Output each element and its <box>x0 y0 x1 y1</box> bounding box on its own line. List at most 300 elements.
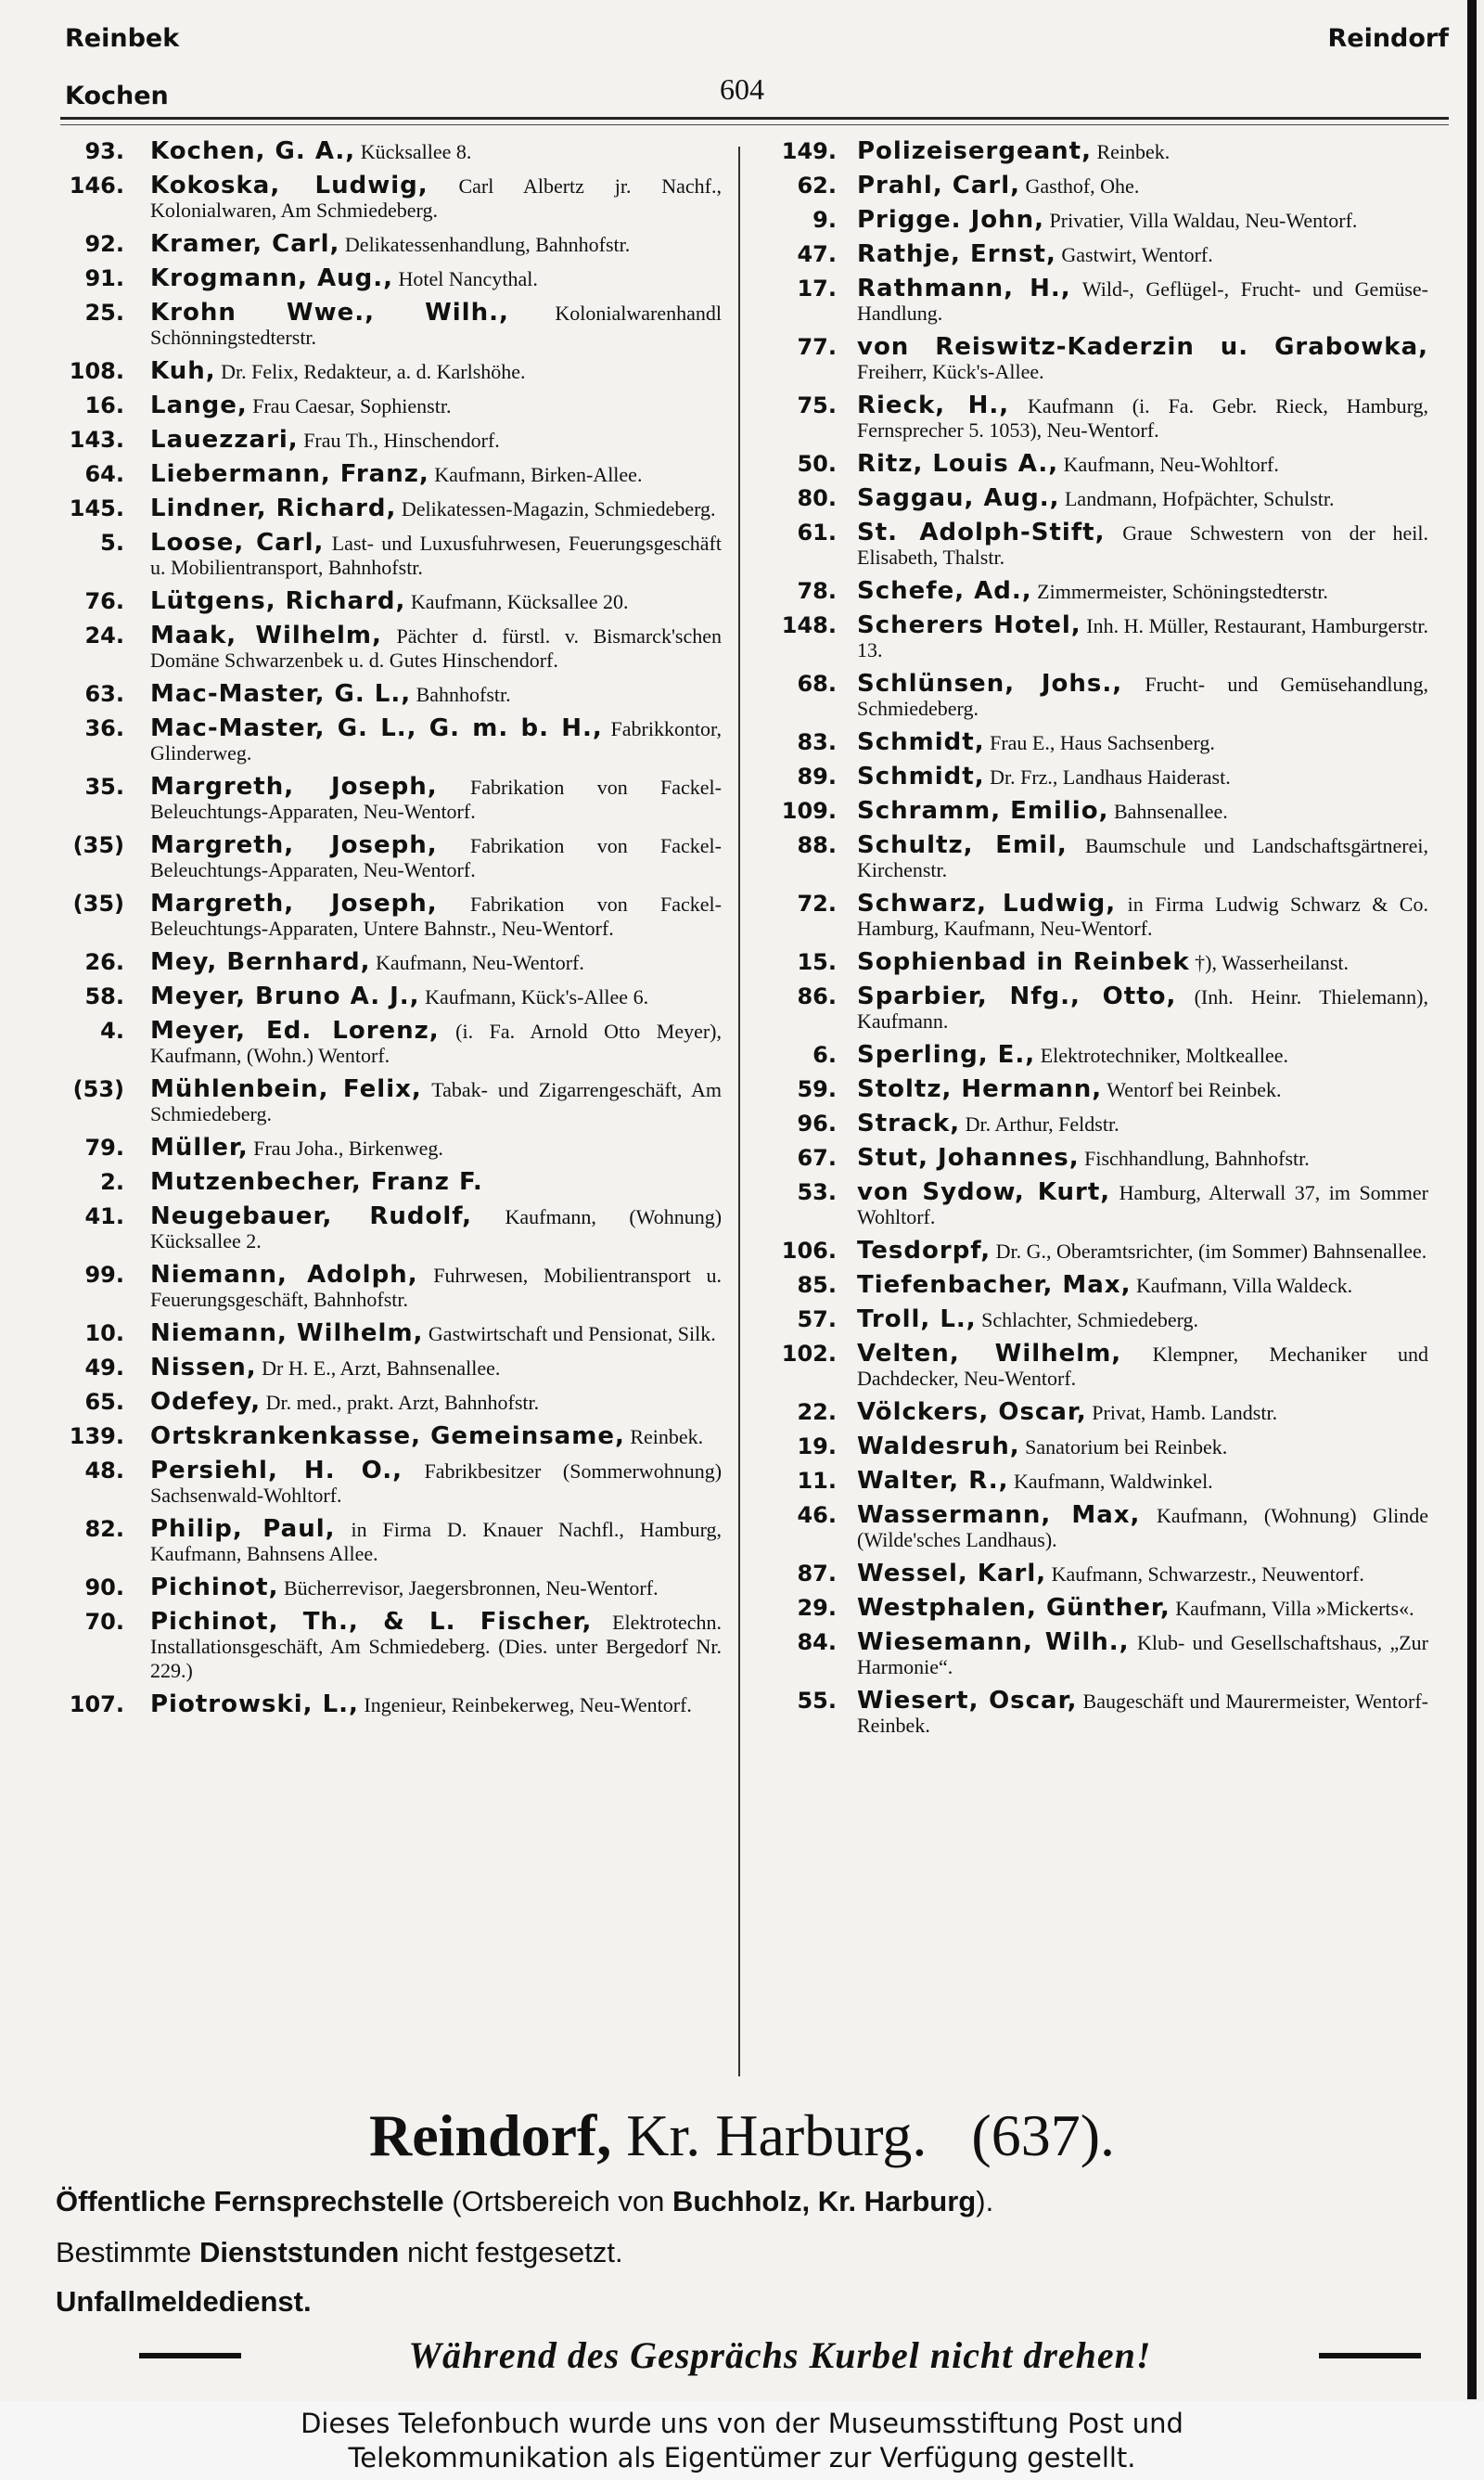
entry-text <box>857 730 1428 755</box>
directory-entry <box>765 579 1428 604</box>
entry-description: Delikatessenhandlung, Bahnhofstr. <box>344 233 631 256</box>
entry-description: (i. Fa. Arnold Otto Meyer), Kaufmann, (Wohn.) Wentorf. <box>150 1020 722 1067</box>
entry-text <box>857 672 1428 721</box>
entry-number: 89. <box>797 764 837 790</box>
entry-name: Nissen, <box>150 1354 257 1381</box>
entry-number: 36. <box>84 715 124 741</box>
left-column <box>56 139 722 1727</box>
entry-name: Wiesert, Oscar, <box>857 1687 1078 1715</box>
directory-entry <box>56 1424 722 1449</box>
directory-entry <box>765 208 1428 233</box>
entry-text <box>857 452 1428 477</box>
entry-text <box>150 1170 722 1195</box>
entry-name: Schefe, Ad., <box>857 577 1032 605</box>
entry-description: Landmann, Hofpächter, Schulstr. <box>1064 487 1335 510</box>
entry-name: Margreth, Joseph, <box>150 773 438 801</box>
entry-description: Baugeschäft und Maurermeister, Wentorf-Reinbek. <box>857 1690 1429 1737</box>
entry-name: Mac-Master, G. L., <box>150 680 412 708</box>
entry-text <box>857 1630 1428 1679</box>
directory-entry <box>56 1019 722 1068</box>
entry-name: Niemann, Adolph, <box>150 1261 418 1289</box>
directory-entry <box>56 589 722 614</box>
entry-description: Reinbek. <box>630 1425 704 1448</box>
entry-description: Schlachter, Schmiedeberg. <box>981 1308 1199 1331</box>
entry-name: St. Adolph-Stift, <box>857 519 1106 546</box>
entry-number: 88. <box>797 832 837 858</box>
entry-name: Kokoska, Ludwig, <box>150 172 429 199</box>
entry-description: Delikatessen-Magazin, Schmiedeberg. <box>401 497 716 520</box>
entry-name: Velten, Wilhelm, <box>857 1340 1122 1368</box>
directory-entry <box>56 266 722 291</box>
directory-entry <box>56 833 722 882</box>
directory-entry <box>56 359 722 384</box>
entry-description: Kaufmann, Schwarzestr., Neuwentorf. <box>1051 1562 1364 1586</box>
entry-number: 15. <box>797 949 837 975</box>
entry-text <box>857 833 1428 882</box>
service-hours-line <box>56 2236 623 2269</box>
header-next-place: Reindorf <box>1327 24 1449 53</box>
slogan-text: Während des Gesprächs Kurbel nicht drehen! <box>408 2334 1152 2376</box>
directory-entry <box>765 1146 1428 1171</box>
entry-text <box>150 301 722 350</box>
entry-description: Privatier, Villa Waldau, Neu-Wentorf. <box>1049 209 1358 232</box>
entry-description: Fischhandlung, Bahnhofstr. <box>1084 1147 1310 1170</box>
directory-entry <box>765 892 1428 941</box>
entry-description: Dr. med., prakt. Arzt, Bahnhofstr. <box>265 1391 540 1414</box>
entry-description: Klub- und Gesellschaftshaus, „Zur Harmonie“. <box>857 1631 1429 1678</box>
entry-number: 57. <box>797 1306 837 1332</box>
entry-number: 41. <box>84 1203 124 1229</box>
directory-entry <box>765 1630 1428 1679</box>
entry-text <box>150 1019 722 1068</box>
entry-description: Kaufmann, Villa Waldeck. <box>1135 1274 1353 1297</box>
entry-name: Philip, Paul, <box>150 1515 336 1543</box>
entry-name: Völckers, Oscar, <box>857 1398 1087 1426</box>
directory-entry <box>765 833 1428 882</box>
entry-name: Margreth, Joseph, <box>150 831 438 859</box>
entry-name: Wessel, Karl, <box>857 1560 1047 1587</box>
entry-description: Wild-, Geflügel-, Frucht- und Gemüse-Handlung. <box>857 277 1428 325</box>
page-number: 604 <box>720 72 764 106</box>
entry-text <box>857 1112 1428 1137</box>
entry-description: Baumschule und Landschaftsgärtnerei, Kirchenstr. <box>857 834 1428 881</box>
entry-name: Piotrowski, L., <box>150 1690 359 1718</box>
entry-number: 93. <box>84 138 124 164</box>
entry-description: Bücherrevisor, Jaegersbronnen, Neu-Wentorf. <box>283 1576 659 1600</box>
entry-text <box>857 1469 1428 1494</box>
column-divider <box>738 147 740 2076</box>
entry-number: 143. <box>69 427 124 453</box>
entry-text <box>857 579 1428 604</box>
directory-entry <box>765 1469 1428 1494</box>
entry-description: in Firma Ludwig Schwarz & Co. Hamburg, Kaufmann, Neu-Wentorf. <box>857 893 1428 940</box>
entry-name: Lauezzari, <box>150 426 299 454</box>
entry-description: Frau Joha., Birkenweg. <box>253 1137 443 1160</box>
entry-text <box>857 1596 1428 1621</box>
entry-description: Hotel Nancythal. <box>398 267 538 290</box>
directory-entry <box>765 1077 1428 1102</box>
directory-entry <box>56 1390 722 1415</box>
ownership-banner <box>0 2401 1484 2480</box>
entry-description: Wentorf bei Reinbek. <box>1107 1078 1282 1101</box>
entry-name: Rathje, Ernst, <box>857 240 1056 268</box>
entry-description: Elektrotechniker, Moltkeallee. <box>1040 1044 1288 1067</box>
entry-number: 6. <box>812 1042 837 1068</box>
entry-number: 145. <box>69 495 124 521</box>
entry-number: 68. <box>797 671 837 697</box>
entry-name: Niemann, Wilhelm, <box>150 1319 424 1347</box>
entry-text <box>150 1692 722 1717</box>
entry-name: Wassermann, Max, <box>857 1501 1141 1529</box>
entry-number: 139. <box>69 1423 124 1449</box>
entry-description: Kücksallee 8. <box>360 140 472 163</box>
entry-text <box>150 984 722 1009</box>
entry-description: Inh. H. Müller, Restaurant, Hamburgerstr. 13. <box>857 614 1428 662</box>
entry-name: Margreth, Joseph, <box>150 890 438 918</box>
entry-number: 47. <box>797 241 837 267</box>
entry-name: Lütgens, Richard, <box>150 587 406 615</box>
directory-entry <box>765 393 1428 443</box>
entry-number: 91. <box>84 265 124 291</box>
entry-name: Saggau, Aug., <box>857 484 1060 512</box>
entry-text <box>150 833 722 882</box>
directory-entry <box>56 462 722 487</box>
entry-number: 99. <box>84 1262 124 1288</box>
entry-number: 4. <box>100 1018 124 1044</box>
entry-description: Fabrikation von Fackel-Beleuchtungs-Apparaten, Neu-Wentorf. <box>150 776 722 823</box>
directory-entry <box>56 531 722 580</box>
entry-name: Stut, Johannes, <box>857 1144 1080 1172</box>
entry-number: 25. <box>84 300 124 326</box>
entry-description: Dr H. E., Arzt, Bahnsenallee. <box>262 1356 501 1380</box>
entry-text <box>150 531 722 580</box>
entry-number: 78. <box>797 578 837 604</box>
entry-name: Walter, R., <box>857 1467 1009 1495</box>
entry-text <box>857 1342 1428 1391</box>
entry-text <box>857 1146 1428 1171</box>
entry-name: Mühlenbein, Felix, <box>150 1075 422 1103</box>
entry-number: 148. <box>781 612 837 638</box>
entry-name: Strack, <box>857 1110 961 1137</box>
entry-name: Schultz, Emil, <box>857 831 1068 859</box>
entry-name: Mey, Bernhard, <box>150 948 371 976</box>
directory-entry <box>765 1342 1428 1391</box>
entry-description: Frau E., Haus Sachsenberg. <box>990 731 1215 754</box>
entry-number: 76. <box>84 588 124 614</box>
entry-text <box>150 232 722 257</box>
entry-name: Rathmann, H., <box>857 275 1071 302</box>
entry-number: 55. <box>797 1688 837 1714</box>
entry-number: 24. <box>84 623 124 649</box>
entry-description: Fuhrwesen, Mobilientransport u. Feuerungsgeschäft, Bahnhofstr. <box>150 1264 722 1311</box>
entry-text <box>150 1575 722 1600</box>
entry-description: Ingenieur, Reinbekerweg, Neu-Wentorf. <box>364 1693 692 1716</box>
entry-name: Pichinot, Th., & L. Fischer, <box>150 1608 593 1636</box>
entry-description: Kaufmann, Waldwinkel. <box>1013 1470 1213 1493</box>
entry-text <box>857 1434 1428 1459</box>
directory-entry <box>56 428 722 453</box>
entry-text <box>150 950 722 975</box>
entry-number: 11. <box>797 1468 837 1494</box>
entry-text <box>857 1307 1428 1332</box>
directory-entry <box>56 1204 722 1253</box>
banner-line-2: Telekommunikation als Eigentümer zur Verfügung gestellt. <box>348 2442 1136 2474</box>
entry-number: 61. <box>797 520 837 546</box>
entry-description: Elektrotechn. Installationsgeschäft, Am Schmiedeberg. (Dies. unter Bergedorf Nr. 229.) <box>150 1611 723 1682</box>
slogan-row <box>139 2333 1421 2377</box>
entry-name: Meyer, Bruno A. J., <box>150 983 420 1010</box>
directory-entry <box>56 1136 722 1161</box>
entry-number: 96. <box>797 1111 837 1137</box>
entry-name: Waldesruh, <box>857 1433 1020 1460</box>
entry-text <box>150 716 722 765</box>
right-column <box>765 139 1428 1747</box>
directory-entry <box>765 1434 1428 1459</box>
directory-entry <box>56 496 722 521</box>
entry-text <box>857 613 1428 662</box>
entry-name: Müller, <box>150 1134 249 1162</box>
public-phone-range: (Ortsbereich von <box>443 2185 672 2217</box>
entry-name: Loose, Carl, <box>150 529 325 557</box>
directory-entry <box>56 1263 722 1312</box>
directory-entry <box>56 1610 722 1683</box>
entry-number: 29. <box>797 1595 837 1621</box>
directory-entry <box>765 1561 1428 1587</box>
entry-number: 22. <box>797 1399 837 1425</box>
entry-name: Kuh, <box>150 357 216 385</box>
entry-description: Graue Schwestern von der heil. Elisabeth, Thalstr. <box>857 521 1429 569</box>
entry-text <box>857 242 1428 267</box>
entry-description: (Inh. Heinr. Thielemann), Kaufmann. <box>857 985 1428 1033</box>
entry-description: Kaufmann, Villa »Mickerts«. <box>1175 1597 1414 1620</box>
entry-description: Fabrikation von Fackel-Beleuchtungs-Apparaten, Neu-Wentorf. <box>150 834 722 881</box>
public-phone-end: ). <box>976 2185 994 2217</box>
entry-number: 70. <box>84 1609 124 1635</box>
entry-name: Liebermann, Franz, <box>150 460 429 488</box>
entry-number: 77. <box>797 334 837 360</box>
entry-description: Dr. Arthur, Feldstr. <box>965 1112 1119 1136</box>
entry-text <box>857 984 1428 1034</box>
entry-text <box>150 1356 722 1381</box>
entry-name: Stoltz, Hermann, <box>857 1075 1103 1103</box>
section-title <box>0 2101 1484 2170</box>
entry-description: Fabrikkontor, Glinderweg. <box>150 717 722 765</box>
entry-number: 2. <box>100 1169 124 1195</box>
entry-text <box>150 359 722 384</box>
entry-name: Prahl, Carl, <box>857 172 1021 199</box>
entry-text <box>857 1689 1428 1738</box>
entry-description: Privat, Hamb. Landstr. <box>1092 1401 1278 1424</box>
entry-description: Gasthof, Ohe. <box>1025 174 1140 198</box>
directory-entry <box>56 173 722 223</box>
entry-text <box>150 1204 722 1253</box>
directory-entry <box>56 984 722 1009</box>
entry-number: 87. <box>797 1561 837 1587</box>
entry-text <box>150 428 722 453</box>
entry-number: 63. <box>84 681 124 707</box>
header-rule <box>60 117 1449 120</box>
entry-number: 106. <box>781 1238 837 1264</box>
directory-entry <box>765 276 1428 326</box>
entry-text <box>857 335 1428 384</box>
entry-description: Kaufmann, (Wohnung) Glinde (Wilde'sches Landhaus). <box>857 1504 1428 1551</box>
entry-description: Kaufmann, Birken-Allee. <box>434 463 643 486</box>
directory-entry <box>765 799 1428 824</box>
directory-entry <box>56 1575 722 1600</box>
entry-text <box>857 393 1428 443</box>
entry-number: 67. <box>797 1145 837 1171</box>
directory-entry <box>765 1596 1428 1621</box>
banner-line-1: Dieses Telefonbuch wurde uns von der Museumsstiftung Post und <box>301 2408 1183 2439</box>
entry-text <box>150 1390 722 1415</box>
entry-text <box>150 1136 722 1161</box>
entry-number: 16. <box>84 392 124 418</box>
entry-name: Ortskrankenkasse, Gemeinsame, <box>150 1422 625 1450</box>
entry-name: Scherers Hotel, <box>857 611 1081 639</box>
entry-text <box>150 623 722 673</box>
entry-number: 65. <box>84 1389 124 1415</box>
entry-number: 5. <box>100 530 124 556</box>
entry-name: Mac-Master, G. L., G. m. b. H., <box>150 714 603 742</box>
entry-name: Ritz, Louis A., <box>857 450 1059 478</box>
entry-number: 26. <box>84 949 124 975</box>
entry-text <box>150 1610 722 1683</box>
entry-text <box>150 892 722 941</box>
entry-text <box>150 682 722 707</box>
directory-entry <box>765 730 1428 755</box>
entry-description: Klempner, Mechaniker und Dachdecker, Neu-Wentorf. <box>857 1343 1428 1390</box>
directory-entry <box>56 1692 722 1717</box>
entry-number: 35. <box>84 774 124 800</box>
directory-entry <box>56 1517 722 1566</box>
entry-text <box>857 950 1428 975</box>
entry-number: 107. <box>69 1691 124 1717</box>
entry-text <box>857 765 1428 790</box>
entry-number: 149. <box>781 138 837 164</box>
entry-description: Kaufmann, Kücksallee 20. <box>410 590 629 613</box>
header-place: Reinbek <box>65 24 180 53</box>
entry-name: von Reiswitz-Kaderzin u. Grabowka, <box>857 333 1428 361</box>
entry-description: Last- und Luxusfuhrwesen, Feuerungsgeschäft u. Mobilientransport, Bahnhofstr. <box>150 532 722 579</box>
entry-number: 59. <box>797 1076 837 1102</box>
entry-description: Gastwirtschaft und Pensionat, Silk. <box>428 1322 716 1345</box>
entry-number: 79. <box>84 1135 124 1161</box>
directory-entry <box>765 1503 1428 1552</box>
slogan-bar-right <box>1319 2353 1421 2358</box>
directory-entry <box>765 984 1428 1034</box>
entry-name: Sperling, E., <box>857 1041 1036 1069</box>
directory-entry <box>765 950 1428 975</box>
directory-entry <box>765 520 1428 570</box>
entry-description: Frau Caesar, Sophienstr. <box>252 394 452 418</box>
directory-entry <box>765 765 1428 790</box>
entry-text <box>150 266 722 291</box>
service-hours-rest: nicht festgesetzt. <box>399 2236 623 2268</box>
directory-entry <box>765 1689 1428 1738</box>
entry-name: Krogmann, Aug., <box>150 264 394 292</box>
entry-number: 9. <box>812 207 837 233</box>
entry-number: 82. <box>84 1516 124 1542</box>
directory-entry <box>765 486 1428 511</box>
entry-name: Meyer, Ed. Lorenz, <box>150 1017 440 1045</box>
entry-text <box>857 173 1428 199</box>
entry-text <box>150 462 722 487</box>
directory-entry <box>765 1273 1428 1298</box>
directory-entry <box>56 1458 722 1508</box>
entry-description: Freiherr, Kück's-Allee. <box>857 360 1044 383</box>
entry-number: 46. <box>797 1502 837 1528</box>
entry-number: 84. <box>797 1629 837 1655</box>
directory-entry <box>765 335 1428 384</box>
entry-number: 90. <box>84 1574 124 1600</box>
directory-entry <box>56 716 722 765</box>
entry-text <box>857 1400 1428 1425</box>
entry-text <box>150 173 722 223</box>
accident-service-line: Unfallmeldedienst. <box>56 2285 312 2318</box>
entry-text <box>150 393 722 418</box>
directory-entry <box>56 1356 722 1381</box>
entry-text <box>857 1077 1428 1102</box>
entry-description: Bahnhofstr. <box>416 683 511 706</box>
entry-name: Prigge. John, <box>857 206 1045 234</box>
entry-text <box>857 139 1428 164</box>
entry-description: Frucht- und Gemüsehandlung, Schmiedeberg. <box>857 673 1429 720</box>
entry-number: 49. <box>84 1355 124 1381</box>
directory-entry <box>765 452 1428 477</box>
entry-name: Tiefenbacher, Max, <box>857 1271 1132 1299</box>
entry-name: Krohn Wwe., Wilh., <box>150 299 509 327</box>
entry-number: 75. <box>797 392 837 418</box>
directory-entry <box>56 1321 722 1346</box>
entry-name: Sophienbad in Reinbek <box>857 948 1190 976</box>
slogan-bar-left <box>139 2353 241 2358</box>
directory-entry <box>765 1043 1428 1068</box>
public-phone-line <box>56 2185 993 2218</box>
entry-description: Pächter d. fürstl. v. Bismarck'schen Domäne Schwarzenbek u. d. Gutes Hinschendorf. <box>150 624 722 672</box>
entry-description: Tabak- und Zigarrengeschäft, Am Schmiedeberg. <box>150 1078 722 1125</box>
directory-entry <box>765 1307 1428 1332</box>
entry-description: Kaufmann, Kück's-Allee 6. <box>425 985 649 1009</box>
entry-text <box>150 589 722 614</box>
entry-number: 62. <box>797 173 837 199</box>
directory-entry <box>56 1077 722 1126</box>
entry-text <box>857 208 1428 233</box>
entry-name: Wiesemann, Wilh., <box>857 1628 1130 1656</box>
entry-description: Zimmermeister, Schöningstedterstr. <box>1037 580 1328 603</box>
entry-number: 85. <box>797 1272 837 1298</box>
entry-description: Kaufmann (i. Fa. Gebr. Rieck, Hamburg, Fernsprecher 5. 1053), Neu-Wentorf. <box>857 394 1428 442</box>
entry-name: Schmidt, <box>857 763 985 790</box>
section-title-district: Kr. Harburg. (637). <box>611 2102 1116 2168</box>
entry-description: Carl Albertz jr. Nachf., Kolonialwaren, Am Schmiedeberg. <box>150 174 723 222</box>
page-edge <box>1467 0 1477 2399</box>
entry-description: Frau Th., Hinschendorf. <box>303 429 500 452</box>
entry-description: †), Wasserheilanst. <box>1195 951 1350 974</box>
entry-name: Schramm, Emilio, <box>857 797 1109 825</box>
entry-name: Maak, Wilhelm, <box>150 622 382 649</box>
entry-text <box>857 1503 1428 1552</box>
entry-number: 83. <box>797 729 837 755</box>
directory-entry <box>765 173 1428 199</box>
entry-name: Lange, <box>150 392 248 419</box>
entry-number: 92. <box>84 231 124 257</box>
entry-text <box>150 1517 722 1566</box>
entry-name: Odefey, <box>150 1388 262 1416</box>
entry-text <box>150 1263 722 1312</box>
entry-description: in Firma D. Knauer Nachfl., Hamburg, Kaufmann, Bahnsens Allee. <box>150 1518 723 1565</box>
entry-description: Hamburg, Alterwall 37, im Sommer Wohltorf. <box>857 1181 1429 1228</box>
entry-text <box>150 1424 722 1449</box>
